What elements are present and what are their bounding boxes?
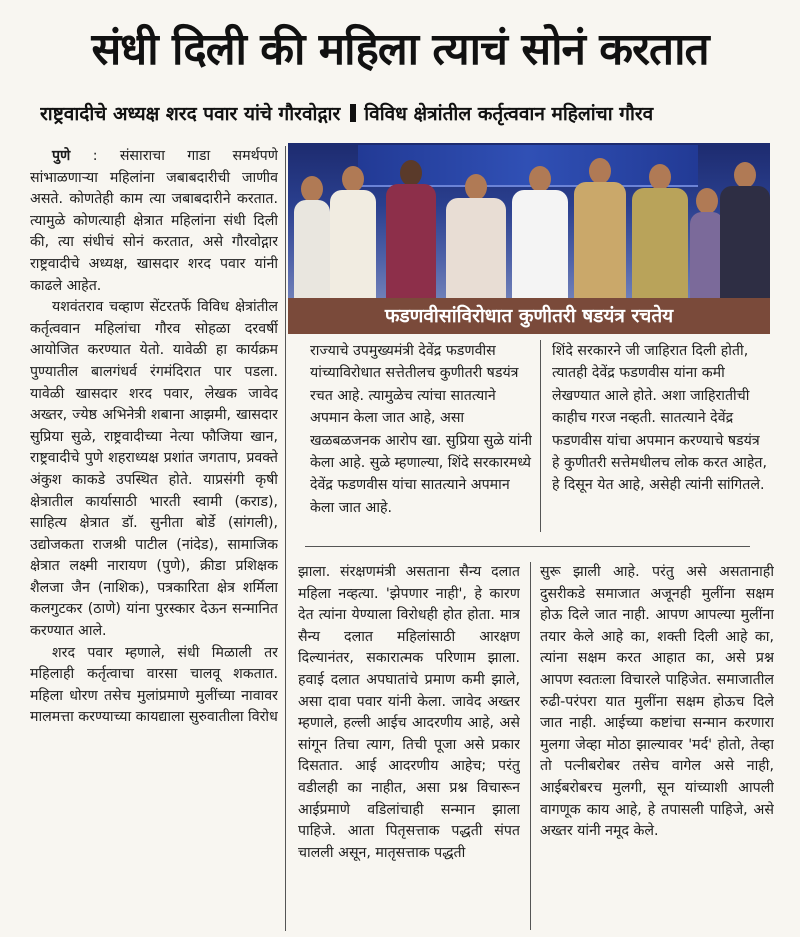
column-divider xyxy=(530,562,531,930)
article-text-col2: झाला. संरक्षणमंत्री असताना सैन्य दलात महिला नव्हत्या. 'झेपणार नाही', हे कारण देत त्यांना येण्याला विरोधही होत होता. मात्र सैन्य दलात महिलांसाठी आरक्षण दिल्यानंतर, सकारात्मक परिणाम झाला. हवाई दलात अपघातांचे प्रमाण कमी झाले, असा दावा पवार यांनी केला. जावेद अख्तर म्हणाले, हल्ली आईच आदरणीय आहे, असे सांगून तिचा त्याग, तिची पूजा असे प्रकार दिसतात. आई आदरणीय आहेच; परंतु वडीलही का नाहीत, असा प्रश्न विचारून आईप्रमाणे वडिलांचाही सन्मान झाला पाहिजे. आता पितृसत्ताक पद्धती संपत चालली असून, मातृसत्ताक पद्धती xyxy=(298,564,520,861)
person-figure xyxy=(446,174,506,298)
subheadline xyxy=(40,100,780,128)
separator-bar xyxy=(350,104,356,122)
person-figure xyxy=(294,176,330,298)
person-figure xyxy=(574,158,626,298)
dateline: पुणे xyxy=(52,148,71,164)
section-divider xyxy=(305,546,750,547)
sidebar-column-left xyxy=(310,340,532,540)
article-column-3 xyxy=(540,562,774,930)
article-column-1 xyxy=(30,146,278,931)
article-column-2 xyxy=(298,562,520,930)
event-photo xyxy=(288,143,770,298)
column-divider xyxy=(285,146,286,931)
sidebar-column-right xyxy=(552,340,770,540)
person-figure xyxy=(330,166,376,298)
person-figure xyxy=(720,162,770,298)
sidebar-text-right: शिंदे सरकारने जी जाहिरात दिली होती, त्यातही देवेंद्र फडणवीस यांना कमी लेखण्यात आले होते. अशा जाहिरातीची काहीच गरज नव्हती. सातत्याने देवेंद्र फडणवीस यांचा अपमान करण्याचे षडयंत्र हे कुणीतरी सत्तेमधीलच लोक करत आहेत, हे दिसून येत आहे, असेही त्यांनी सांगितले. xyxy=(552,343,767,494)
article-para-3: शरद पवार म्हणाले, संधी मिळाली तर महिलाही कर्तृत्वाचा वारसा चालवू शकतात. महिला धोरण तसेच मुलांप्रमाणे मुलींच्या नावावर मालमत्ता करण्याच्या कायद्याला सुरुवातीला विरोध xyxy=(30,644,278,726)
headline: संधी दिली की महिला त्याचं सोनं करतात xyxy=(91,24,709,75)
sidebar-text-left: राज्याचे उपमुख्यमंत्री देवेंद्र फडणवीस यांच्याविरोधात सत्तेतीलच कुणीतरी षडयंत्र रचत आहे. त्यामुळेच त्यांचा सातत्याने अपमान केला जात आहे, असा खळबळजनक आरोप खा. सुप्रिया सुळे यांनी केला आहे. सुळे म्हणाल्या, शिंदे सरकारमध्ये देवेंद्र फडणवीस यांचा सातत्याने अपमान केला जात आहे. xyxy=(310,343,532,516)
sidebar-divider xyxy=(540,340,541,532)
article-text-col3: सुरू झाली आहे. परंतु असे असतानाही दुसरीकडे समाजात अजूनही मुलींना सक्षम होऊ दिले जात नाही. आपण आपल्या मुलींना तयार केले आहे का, शक्ती दिली आहे का, त्यांना सक्षम करत आहात का, असे प्रश्न आपण स्वतःला विचारले पाहिजेत. समाजातील रुढी-परंपरा यात मुलींना सक्षम होऊच दिले जात नाही. आईच्या कष्टांचा सन्मान करणारा मुलगा जेव्हा मोठा झाल्यावर 'मर्द' होतो, तेव्हा तो पत्नीबरोबर तसेच वागेल असे नाही, आईबरोबरच मुलगी, सून यांच्याशी आपली वागणूक काय आहे, हे तपासली पाहिजे, असे अख्तर यांनी नमूद केले. xyxy=(540,564,774,840)
person-figure xyxy=(512,166,568,298)
sidebar-heading: फडणवीसांविरोधात कुणीतरी षडयंत्र रचतेय xyxy=(288,298,770,334)
person-figure xyxy=(690,188,724,298)
subhead-right: विविध क्षेत्रांतील कर्तृत्ववान महिलांचा गौरव xyxy=(364,103,654,125)
article-para-1: पुणे : संसाराचा गाडा समर्थपणे सांभाळणाऱ्या महिलांना जबाबदारीची जाणीव असते. कोणतेही काम त्या जबाबदारीने करतात. त्यामुळे कोणत्याही क्षेत्रात महिलांना संधी दिली की, त्या संधीचं सोनं करतात, असे गौरवोद्गार राष्ट्रवादीचे अध्यक्ष, खासदार शरद पवार यांनी काढले आहेत. xyxy=(30,148,278,294)
subhead-left: राष्ट्रवादीचे अध्यक्ष शरद पवार यांचे गौरवोद्गार xyxy=(40,103,341,125)
person-figure xyxy=(386,160,436,298)
person-figure xyxy=(632,164,688,298)
article-para-2: यशवंतराव चव्हाण सेंटरतर्फे विविध क्षेत्रांतील कर्तृत्ववान महिलांचा गौरव सोहळा दरवर्षी आयोजित करण्यात येतो. यावेळी हा कार्यक्रम पुण्यातील बालगंधर्व रंगमंदिरात पार पडला. यावेळी खासदार शरद पवार, लेखक जावेद अख्तर, ज्येष्ठ अभिनेत्री शबाना आझमी, खासदार सुप्रिया सुळे, राष्ट्रवादीच्या नेत्या फौजिया खान, राष्ट्रवादीचे पुणे शहराध्यक्ष प्रशांत जगताप, प्रवक्ते अंकुश काकडे उपस्थित होते. याप्रसंगी कृषी क्षेत्रातील कार्यासाठी भारती स्वामी (कराड), साहित्य क्षेत्रात डॉ. सुनीता बोर्डे (सांगली), उद्योजकता राजश्री पाटील (नांदेड), सामाजिक क्षेत्रात लक्ष्मी नारायण (पुणे), क्रीडा प्रशिक्षक शैलजा जैन (नाशिक), पत्रकारिता क्षेत्र शर्मिला कलगुटकर (ठाणे) यांना पुरस्कार देऊन सन्मानित करण्यात आले. xyxy=(30,299,278,640)
